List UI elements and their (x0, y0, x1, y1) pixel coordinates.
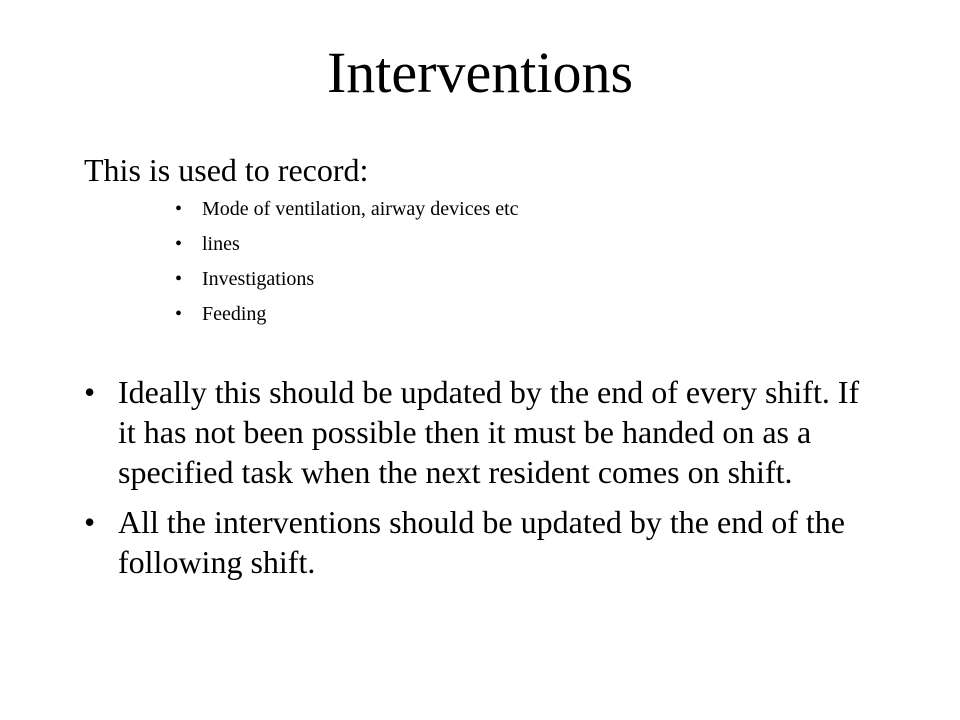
bullet-icon: • (175, 198, 183, 220)
main-bullet-text: All the interventions should be updated by the end of the following shift. (118, 504, 845, 580)
sub-bullet-item (175, 262, 519, 297)
bullet-icon: • (175, 233, 183, 255)
bullet-icon: • (84, 504, 96, 540)
sub-bullet-text: Feeding (202, 303, 267, 325)
intro-text: This is used to record: (84, 152, 369, 188)
sub-bullet-item (175, 297, 519, 332)
bullet-icon: • (175, 268, 183, 290)
slide-title: Interventions (326, 40, 634, 105)
sub-bullet-list (175, 192, 519, 332)
main-bullet-item (84, 372, 884, 492)
main-bullet-list (84, 372, 884, 592)
sub-bullet-text: Mode of ventilation, airway devices etc (202, 198, 519, 220)
sub-bullet-text: lines (202, 233, 240, 255)
bullet-icon: • (84, 374, 96, 410)
sub-bullet-text: Investigations (202, 268, 315, 290)
bullet-icon: • (175, 303, 183, 325)
sub-bullet-item (175, 192, 519, 227)
main-bullet-text: Ideally this should be updated by the end of every shift. If it has not been possible then it must be handed on as a specified task when the next resident comes on shift. (118, 374, 860, 490)
sub-bullet-item (175, 227, 519, 262)
main-bullet-item (84, 502, 884, 582)
